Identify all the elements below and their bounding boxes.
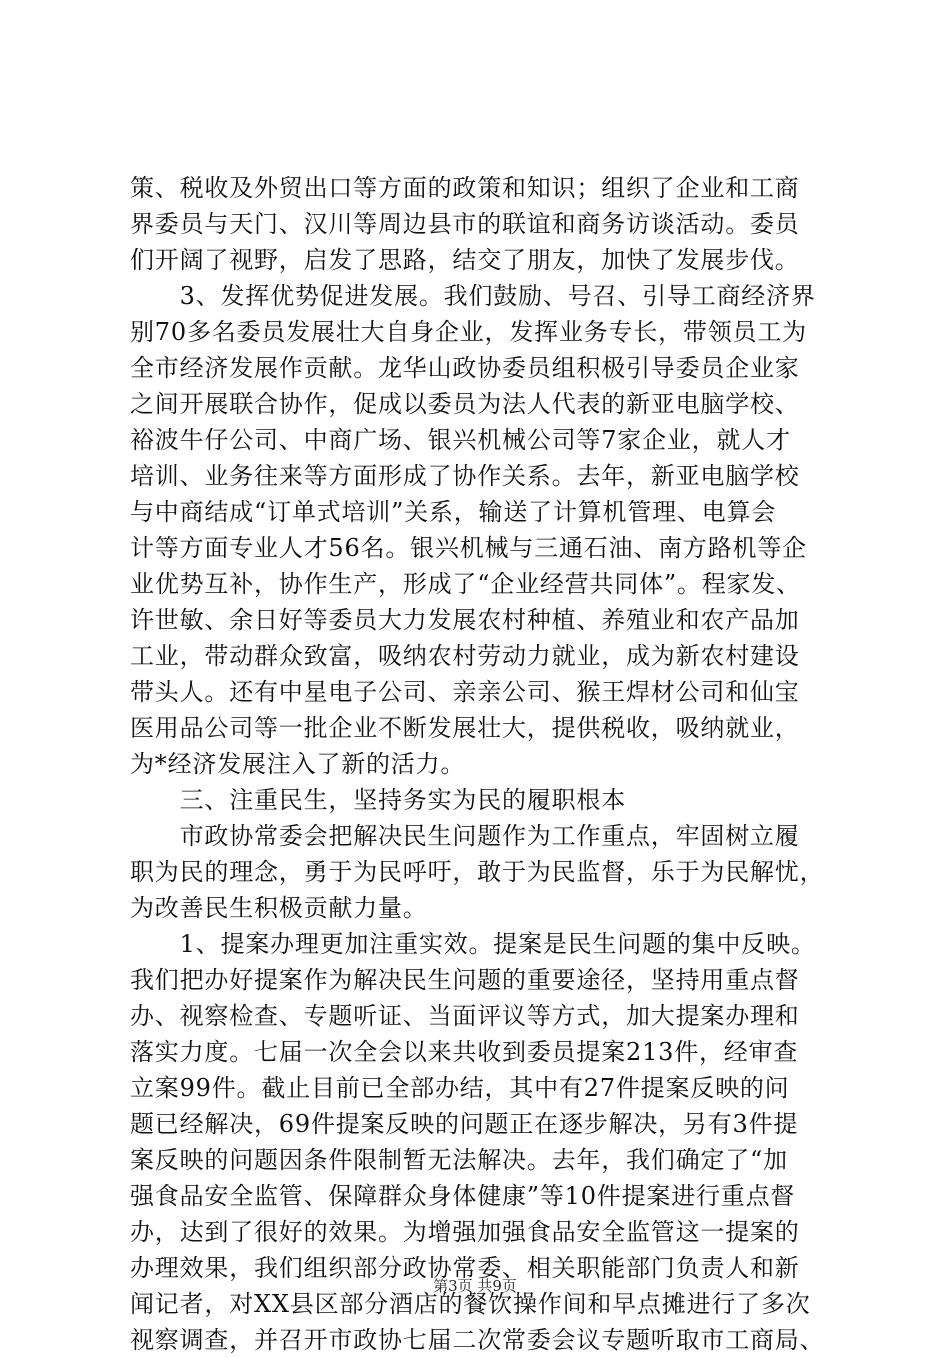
text-line: 强食品安全监管、保障群众身体健康”等10件提案进行重点督 bbox=[130, 1182, 796, 1210]
text-line: 界委员与天门、汉川等周边县市的联谊和商务访谈活动。委员 bbox=[130, 210, 800, 238]
section-heading: 三、注重民生，坚持务实为民的履职根本 bbox=[130, 786, 626, 814]
text-line: 别70多名委员发展壮大自身企业，发挥业务专长，带领员工为 bbox=[130, 318, 807, 346]
document-body bbox=[130, 170, 830, 1358]
text-line: 我们把办好提案作为解决民生问题的重要途径，坚持用重点督 bbox=[130, 966, 800, 994]
text-line: 题已经解决，69件提案反映的问题正在逐步解决，另有3件提 bbox=[130, 1110, 799, 1138]
page-number-footer: 第3页 共9页 bbox=[433, 1277, 517, 1295]
text-line: 许世敏、余日好等委员大力发展农村种植、养殖业和农产品加 bbox=[130, 606, 800, 634]
text-line: 计等方面专业人才56名。银兴机械与三通石油、南方路机等企 bbox=[130, 534, 807, 562]
text-line: 视察调查，并召开市政协七届二次常委会议专题听取市工商局、 bbox=[130, 1326, 825, 1354]
text-line: 之间开展联合协作，促成以委员为法人代表的新亚电脑学校、 bbox=[130, 390, 800, 418]
text-line: 1、提案办理更加注重实效。提案是民生问题的集中反映。 bbox=[130, 930, 816, 958]
text-line: 办理效果，我们组织部分政协常委、相关职能部门负责人和新 bbox=[130, 1254, 800, 1282]
text-line: 们开阔了视野，启发了思路，结交了朋友，加快了发展步伐。 bbox=[130, 246, 800, 274]
text-line: 市政协常委会把解决民生问题作为工作重点，牢固树立履 bbox=[130, 822, 800, 850]
text-line: 办，达到了很好的效果。为增强加强食品安全监管这一提案的 bbox=[130, 1218, 800, 1246]
text-line: 全市经济发展作贡献。龙华山政协委员组积极引导委员企业家 bbox=[130, 354, 800, 382]
text-line: 落实力度。七届一次全会以来共收到委员提案213件，经审查 bbox=[130, 1038, 799, 1066]
text-line: 工业，带动群众致富，吸纳农村劳动力就业，成为新农村建设 bbox=[130, 642, 800, 670]
text-line: 策、税收及外贸出口等方面的政策和知识；组织了企业和工商 bbox=[130, 174, 800, 202]
text-line: 为*经济发展注入了新的活力。 bbox=[130, 750, 466, 778]
text-line: 立案99件。截止目前已全部办结，其中有27件提案反映的问 bbox=[130, 1074, 790, 1102]
text-line: 裕波牛仔公司、中商广场、银兴机械公司等7家企业，就人才 bbox=[130, 426, 791, 454]
text-line: 培训、业务往来等方面形成了协作关系。去年，新亚电脑学校 bbox=[130, 462, 800, 490]
text-line: 与中商结成“订单式培训”关系，输送了计算机管理、电算会 bbox=[130, 498, 777, 526]
text-line: 为改善民生积极贡献力量。 bbox=[130, 894, 428, 922]
text-line: 医用品公司等一批企业不断发展壮大，提供税收，吸纳就业， bbox=[130, 714, 800, 742]
text-line: 职为民的理念，勇于为民呼吁，敢于为民监督，乐于为民解忧， bbox=[130, 858, 825, 886]
text-line: 案反映的问题因条件限制暂无法解决。去年，我们确定了“加 bbox=[130, 1146, 788, 1174]
text-line: 带头人。还有中星电子公司、亲亲公司、猴王焊材公司和仙宝 bbox=[130, 678, 800, 706]
text-line: 业优势互补，协作生产，形成了“企业经营共同体”。程家发、 bbox=[130, 570, 801, 598]
text-line: 办、视察检查、专题听证、当面评议等方式，加大提案办理和 bbox=[130, 1002, 800, 1030]
text-line: 3、发挥优势促进发展。我们鼓励、号召、引导工商经济界 bbox=[130, 282, 816, 310]
text-line: 闻记者，对XX县区部分酒店的餐饮操作间和早点摊进行了多次 bbox=[130, 1290, 811, 1318]
